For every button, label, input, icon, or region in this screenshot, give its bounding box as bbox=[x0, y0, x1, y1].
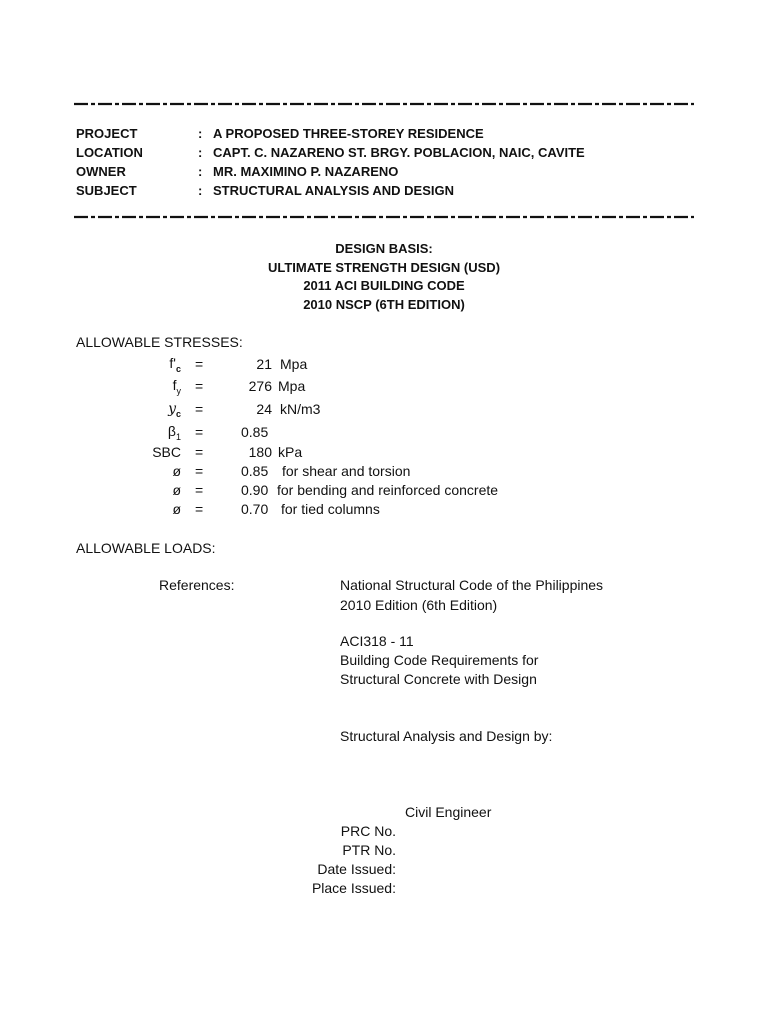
symbol-main: f' bbox=[169, 355, 176, 371]
equals-sign: = bbox=[195, 401, 204, 417]
ptr-no-label: PTR No. bbox=[342, 842, 396, 858]
symbol-main: ø bbox=[172, 501, 181, 517]
allowable-stresses-heading: ALLOWABLE STRESSES: bbox=[76, 334, 243, 350]
allowable-loads-heading: ALLOWABLE LOADS: bbox=[76, 540, 216, 556]
prc-no-label: PRC No. bbox=[340, 823, 396, 839]
symbol-sub: 1 bbox=[175, 431, 181, 442]
stress-symbol bbox=[101, 377, 181, 396]
owner-sep: : bbox=[198, 164, 203, 179]
owner-label: OWNER bbox=[76, 164, 126, 179]
symbol-main: β bbox=[167, 423, 176, 439]
bottom-dashed-rule bbox=[74, 213, 694, 221]
stress-unit: Mpa bbox=[280, 356, 308, 372]
stress-symbol bbox=[101, 423, 181, 442]
stress-value: 0.85 bbox=[241, 463, 269, 479]
stress-value: 180 bbox=[248, 444, 272, 460]
symbol-main: ø bbox=[172, 463, 181, 479]
equals-sign: = bbox=[195, 378, 204, 394]
stress-note: for shear and torsion bbox=[282, 463, 411, 479]
design-basis-line: ULTIMATE STRENGTH DESIGN (USD) bbox=[267, 260, 501, 275]
symbol-main: ø bbox=[172, 482, 181, 498]
stress-value: 21 bbox=[256, 356, 272, 372]
stress-unit: kPa bbox=[278, 444, 303, 460]
equals-sign: = bbox=[195, 463, 204, 479]
place-issued-label: Place Issued: bbox=[311, 880, 396, 896]
stress-unit: kN/m3 bbox=[280, 401, 321, 417]
location-label: LOCATION bbox=[76, 145, 143, 160]
subject-value: STRUCTURAL ANALYSIS AND DESIGN bbox=[213, 183, 455, 198]
owner-value: MR. MAXIMINO P. NAZARENO bbox=[213, 164, 399, 179]
reference-line: ACI318 - 11 bbox=[340, 633, 414, 649]
project-label: PROJECT bbox=[76, 126, 138, 141]
symbol-sub: c bbox=[175, 408, 181, 419]
project-value: A PROPOSED THREE-STOREY RESIDENCE bbox=[213, 126, 484, 141]
reference-line: Structural Concrete with Design bbox=[340, 671, 537, 687]
date-issued-label: Date Issued: bbox=[317, 861, 396, 877]
top-dashed-rule bbox=[74, 100, 694, 108]
stress-value: 0.85 bbox=[241, 424, 269, 440]
stress-symbol bbox=[101, 355, 181, 374]
phi-symbol bbox=[101, 501, 181, 517]
stress-value: 0.70 bbox=[241, 501, 269, 517]
project-sep: : bbox=[198, 126, 203, 141]
design-basis-line: 2010 NSCP (6TH EDITION) bbox=[303, 297, 465, 312]
stress-symbol bbox=[101, 400, 181, 419]
phi-symbol bbox=[101, 463, 181, 479]
stress-note: for tied columns bbox=[281, 501, 380, 517]
stress-value: 276 bbox=[248, 378, 272, 394]
symbol-sub: c bbox=[175, 363, 181, 374]
equals-sign: = bbox=[195, 356, 204, 372]
design-basis-line: 2011 ACI BUILDING CODE bbox=[303, 278, 465, 293]
stress-value: 24 bbox=[256, 401, 272, 417]
location-sep: : bbox=[198, 145, 203, 160]
analysis-by-label: Structural Analysis and Design by: bbox=[340, 728, 553, 744]
stress-unit: Mpa bbox=[278, 378, 306, 394]
symbol-main: f bbox=[172, 377, 177, 393]
reference-line: Building Code Requirements for bbox=[340, 652, 539, 668]
stress-value: 0.90 bbox=[241, 482, 269, 498]
stress-symbol bbox=[101, 444, 181, 460]
equals-sign: = bbox=[195, 424, 204, 440]
stress-note: for bending and reinforced concrete bbox=[277, 482, 499, 498]
symbol-main: y bbox=[168, 401, 176, 417]
references-label: References: bbox=[159, 577, 235, 593]
reference-line: National Structural Code of the Philippines bbox=[340, 577, 604, 593]
symbol-main: SBC bbox=[152, 444, 181, 460]
symbol-sub: y bbox=[176, 385, 181, 396]
reference-line: 2010 Edition (6th Edition) bbox=[340, 597, 498, 613]
location-value: CAPT. C. NAZARENO ST. BRGY. POBLACION, NAIC, CAVITE bbox=[213, 145, 585, 160]
subject-label: SUBJECT bbox=[76, 183, 137, 198]
subject-sep: : bbox=[198, 183, 203, 198]
equals-sign: = bbox=[195, 482, 204, 498]
phi-symbol bbox=[101, 482, 181, 498]
equals-sign: = bbox=[195, 444, 204, 460]
design-basis-title: DESIGN BASIS: bbox=[335, 241, 433, 256]
equals-sign: = bbox=[195, 501, 204, 517]
engineer-title: Civil Engineer bbox=[405, 804, 492, 820]
